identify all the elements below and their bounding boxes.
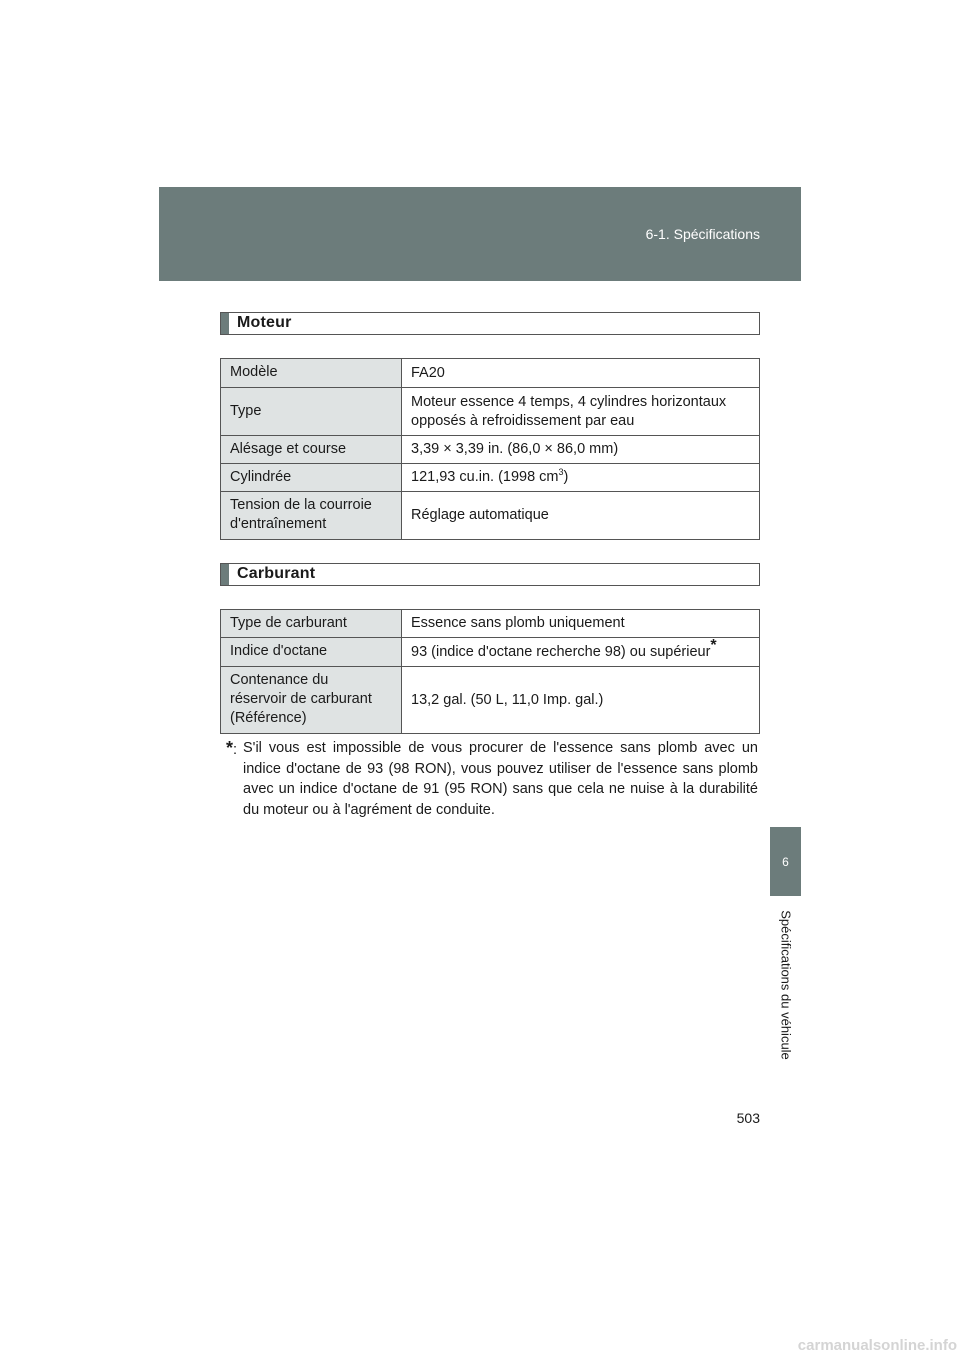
spec-key: Cylindrée: [221, 464, 402, 492]
chapter-tab: [770, 827, 801, 896]
spec-value-main: 93 (indice d'octane recherche 98) ou supérieur: [411, 643, 711, 660]
section-header-bar: [159, 187, 801, 281]
spec-key: Indice d'octane: [221, 638, 402, 667]
spec-value: 13,2 gal. (50 L, 11,0 Imp. gal.): [402, 667, 760, 734]
heading-accent-bar: [221, 313, 229, 334]
footnote-text: S'il vous est impossible de vous procurer de l'essence sans plomb avec un indice d'octane de 93 (98 RON), vous pouvez utiliser de l'essence sans plomb avec un indice d'octane de 91 (95 RON) sans que cela ne nuise à la durabilité du moteur ou à l'agrément de conduite.: [243, 740, 758, 818]
moteur-heading: [220, 312, 760, 335]
page-number: 503: [736, 1110, 760, 1126]
spec-value: Essence sans plomb uniquement: [402, 610, 760, 638]
section-title: 6-1. Spécifications: [645, 226, 760, 242]
table-row: [221, 667, 760, 734]
heading-accent-bar: [221, 564, 229, 585]
spec-value: [402, 464, 760, 492]
table-row: [221, 492, 760, 540]
moteur-title: Moteur: [237, 314, 292, 331]
spec-key: Alésage et course: [221, 436, 402, 464]
spec-value-end: ): [563, 469, 569, 485]
moteur-table: [220, 358, 760, 540]
footnote-marker: *: [710, 636, 717, 654]
spec-value: [402, 638, 760, 667]
spec-key: Type: [221, 388, 402, 436]
carburant-title: Carburant: [237, 565, 316, 582]
spec-key: [221, 667, 402, 734]
chapter-label-text: Spécifications du véhicule: [778, 910, 794, 1060]
footnote-marker: [226, 738, 237, 761]
spec-key-line: d'entraînement: [230, 516, 327, 532]
table-row: [221, 464, 760, 492]
superscript: 3: [558, 467, 564, 478]
spec-key-line: (Référence): [230, 710, 307, 726]
spec-key-line: réservoir de carburant: [230, 691, 372, 707]
footnote-star: *: [226, 738, 234, 758]
table-row: [221, 359, 760, 388]
chapter-number: 6: [782, 854, 789, 869]
carburant-heading: [220, 563, 760, 586]
spec-value: FA20: [402, 359, 760, 388]
footnote: [226, 738, 758, 820]
spec-key: Type de carburant: [221, 610, 402, 638]
spec-value: [402, 388, 760, 436]
table-row: [221, 610, 760, 638]
spec-key-line: Contenance du: [230, 672, 329, 688]
table-row: [221, 388, 760, 436]
spec-value-line: opposés à refroidissement par eau: [411, 412, 635, 429]
spec-key: [221, 492, 402, 540]
carburant-table: [220, 609, 760, 734]
spec-value: 3,39 × 3,39 in. (86,0 × 86,0 mm): [402, 436, 760, 464]
watermark: carmanualsonline.info: [797, 1337, 957, 1354]
spec-value-main: 121,93 cu.in. (1998 cm: [411, 469, 559, 485]
spec-key: Modèle: [221, 359, 402, 388]
footnote-colon: :: [233, 742, 238, 758]
table-row: [221, 436, 760, 464]
spec-key-line: Tension de la courroie: [230, 497, 372, 513]
spec-value: Réglage automatique: [402, 492, 760, 540]
table-row: [221, 638, 760, 667]
spec-value-line: Moteur essence 4 temps, 4 cylindres horizontaux: [411, 393, 727, 410]
